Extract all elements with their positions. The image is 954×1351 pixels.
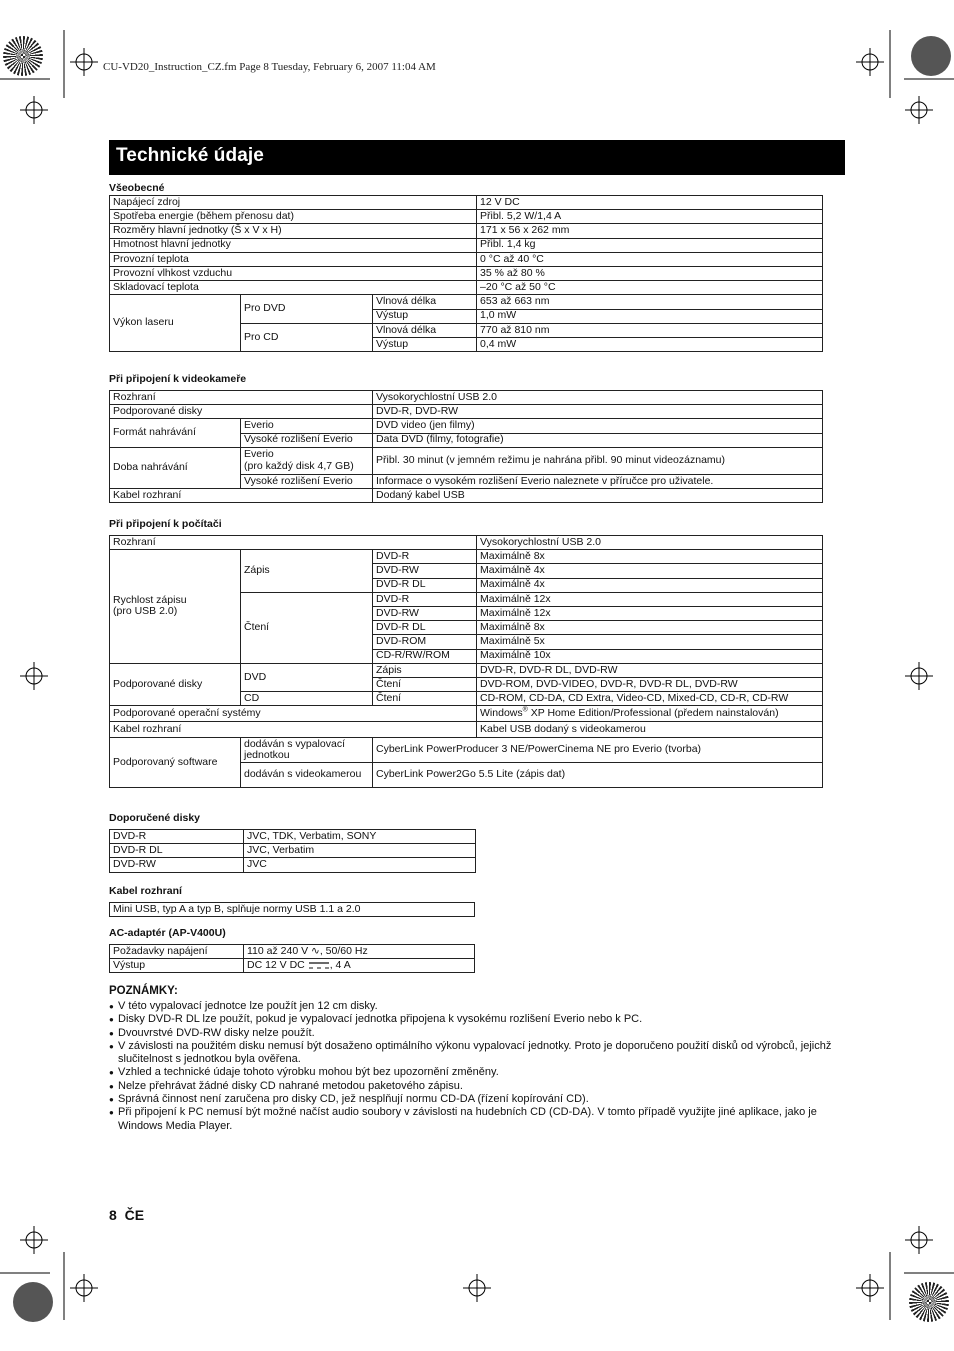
- list-item: [109, 1027, 849, 1040]
- table-row: [110, 738, 823, 763]
- spec-label: Doba nahrávání: [110, 447, 241, 488]
- note-text: Vzhled a technické údaje tohoto výrobku mohou být bez upozornění změněny.: [118, 1066, 499, 1079]
- spec-label: Skladovací teplota: [110, 281, 477, 295]
- table-row: [110, 238, 823, 252]
- list-item: [109, 1000, 849, 1013]
- spec-value: DVD-ROM, DVD-VIDEO, DVD-R, DVD-R DL, DVD-RW: [477, 677, 823, 691]
- os-name: Windows: [480, 706, 523, 719]
- spec-value: DVD-R, DVD-RW: [373, 405, 823, 419]
- spec-sublabel: CD: [241, 692, 373, 706]
- spec-label: Požadavky napájení: [110, 945, 244, 959]
- dc-voltage: DC 12 V DC: [247, 959, 308, 971]
- spec-sublabel: Čtení: [373, 692, 477, 706]
- page-number-value: 8: [109, 1207, 117, 1223]
- cable-table: [109, 902, 475, 917]
- spec-sublabel: Zápis: [241, 550, 373, 593]
- notes-list: [109, 1000, 849, 1133]
- general-spec-table: [109, 195, 823, 352]
- spec-label: Provozní teplota: [110, 252, 477, 266]
- table-row: [110, 550, 823, 564]
- section-heading-camera: Při připojení k videokameře: [109, 373, 247, 385]
- spec-value: 12 V DC: [477, 196, 823, 210]
- disc-type: DVD-R DL: [373, 578, 477, 592]
- spec-value: Přibl. 30 minut (v jemném režimu je nahrána přibl. 90 minut videozáznamu): [373, 447, 823, 474]
- disc-type: DVD-R DL: [110, 844, 244, 858]
- list-item: [109, 1066, 849, 1079]
- bullet-icon: ●: [109, 1095, 114, 1105]
- disc-type: DVD-R: [373, 592, 477, 606]
- spec-value: CD-ROM, CD-DA, CD Extra, Video-CD, Mixed-CD, CD-R, CD-RW: [477, 692, 823, 706]
- disc-type: DVD-R: [373, 550, 477, 564]
- table-row: [110, 858, 476, 872]
- spec-sublabel-line: (pro každý disk 4,7 GB): [244, 459, 354, 472]
- bullet-icon: ●: [109, 1108, 114, 1118]
- spec-sublabel: Vlnová délka: [373, 323, 477, 337]
- spec-sublabel: Zápis: [373, 663, 477, 677]
- dc-symbol-icon: [308, 961, 330, 970]
- spec-sublabel-line: Everio: [244, 448, 274, 461]
- spec-label-line: (pro USB 2.0): [113, 605, 178, 618]
- spec-sublabel: Vysoké rozlišení Everio: [241, 433, 373, 447]
- spec-value: Vysokorychlostní USB 2.0: [477, 536, 823, 550]
- spec-value: Kabel USB dodaný s videokamerou: [477, 722, 823, 738]
- spec-value: [244, 945, 475, 959]
- spec-sublabel: Pro DVD: [241, 295, 373, 323]
- spec-value: [244, 959, 475, 973]
- spec-label: Výstup: [110, 959, 244, 973]
- spec-value: –20 °C až 50 °C: [477, 281, 823, 295]
- disc-brands: JVC, TDK, Verbatim, SONY: [244, 830, 476, 844]
- spec-label: Podporované operační systémy: [110, 706, 477, 722]
- spec-label: Rozměry hlavní jednotky (Š x V x H): [110, 224, 477, 238]
- spec-sublabel: Pro CD: [241, 323, 373, 351]
- voltage-range: 110 až 240 V: [247, 944, 312, 957]
- dc-current: , 4 A: [329, 959, 351, 971]
- list-item: [109, 1080, 849, 1093]
- spec-sublabel: Výstup: [373, 309, 477, 323]
- table-row: [110, 210, 823, 224]
- spec-value: 171 x 56 x 262 mm: [477, 224, 823, 238]
- spec-value: CyberLink Power2Go 5.5 Lite (zápis dat): [373, 763, 823, 788]
- spec-value: DVD video (jen filmy): [373, 419, 823, 433]
- spec-label: Rozhraní: [110, 536, 477, 550]
- adapter-table: [109, 944, 475, 973]
- spec-value: Informace o vysokém rozlišení Everio naleznete v příručce pro uživatele.: [373, 474, 823, 488]
- registered-mark: ®: [522, 706, 528, 714]
- spec-value: CyberLink PowerProducer 3 NE/PowerCinema NE pro Everio (tvorba): [373, 738, 823, 763]
- bullet-icon: ●: [109, 1081, 114, 1091]
- spec-label: Hmotnost hlavní jednotky: [110, 238, 477, 252]
- section-heading-adapter: AC-adaptér (AP-V400U): [109, 927, 226, 939]
- bullet-icon: ●: [109, 1028, 114, 1038]
- table-row: [110, 844, 476, 858]
- spec-label: Kabel rozhraní: [110, 722, 477, 738]
- disc-type: DVD-ROM: [373, 635, 477, 649]
- spec-value: Maximálně 10x: [477, 649, 823, 663]
- table-row: [110, 281, 823, 295]
- spec-value: Vysokorychlostní USB 2.0: [373, 391, 823, 405]
- spec-value: Data DVD (filmy, fotografie): [373, 433, 823, 447]
- table-row: [110, 419, 823, 433]
- list-item: [109, 1013, 849, 1026]
- table-row: [110, 959, 475, 973]
- spec-sublabel: Čtení: [373, 677, 477, 691]
- spec-value: [477, 706, 823, 722]
- table-row: [110, 266, 823, 280]
- spec-value: 1,0 mW: [477, 309, 823, 323]
- notes-heading: POZNÁMKY:: [109, 985, 178, 997]
- note-text: Správná činnost není zaručena pro disky CD, jež nesplňují normu CD-DA (řízení kopírování CD).: [118, 1093, 589, 1106]
- disc-brands: JVC: [244, 858, 476, 872]
- table-row: [110, 488, 823, 502]
- file-header-line: CU-VD20_Instruction_CZ.fm Page 8 Tuesday, February 6, 2007 11:04 AM: [103, 61, 436, 73]
- spec-label: Provozní vlhkost vzduchu: [110, 266, 477, 280]
- spec-label: Kabel rozhraní: [110, 488, 373, 502]
- table-row: [110, 447, 823, 474]
- spec-label: Formát nahrávání: [110, 419, 241, 447]
- table-row: [110, 722, 823, 738]
- table-row: [110, 663, 823, 677]
- spec-label: [110, 550, 241, 664]
- os-edition: XP Home Edition/Professional (předem nainstalován): [527, 706, 779, 719]
- spec-value: Maximálně 4x: [477, 564, 823, 578]
- spec-sublabel: Vysoké rozlišení Everio: [241, 474, 373, 488]
- section-heading-recommended: Doporučené disky: [109, 812, 201, 824]
- table-row: [110, 830, 476, 844]
- note-text: V závislosti na použitém disku nemusí být dosaženo optimálního výkonu vypalovací jednotky. Proto je doporučeno použití disků od výrobců, jejichž slučitelnost s jednotkou byla ověřena.: [118, 1039, 832, 1066]
- note-text: Disky DVD-R DL lze použít, pokud je vypalovací jednotka připojena k vysokému rozlišení Everio nebo k PC.: [118, 1013, 643, 1026]
- disc-type: DVD-R DL: [373, 621, 477, 635]
- spec-label-line: Rychlost zápisu: [113, 593, 187, 606]
- bullet-icon: ●: [109, 1015, 114, 1025]
- spec-label: Napájecí zdroj: [110, 196, 477, 210]
- table-row: [110, 196, 823, 210]
- spec-sublabel: Vlnová délka: [373, 295, 477, 309]
- bullet-icon: ●: [109, 1002, 114, 1011]
- list-item: [109, 1040, 849, 1067]
- spec-sublabel: dodáván s videokamerou: [241, 763, 373, 788]
- spec-value: Přibl. 1,4 kg: [477, 238, 823, 252]
- disc-type: CD-R/RW/ROM: [373, 649, 477, 663]
- spec-label: Výkon laseru: [110, 295, 241, 352]
- list-item: [109, 1093, 849, 1106]
- table-row: [110, 945, 475, 959]
- spec-label: Rozhraní: [110, 391, 373, 405]
- spec-sublabel: Everio: [241, 419, 373, 433]
- page-title: Technické údaje: [116, 145, 264, 166]
- spec-label: Podporované disky: [110, 405, 373, 419]
- spec-value: 0 °C až 40 °C: [477, 252, 823, 266]
- table-row: [110, 903, 475, 917]
- spec-value: 0,4 mW: [477, 337, 823, 351]
- spec-value: Dodaný kabel USB: [373, 488, 823, 502]
- spec-value: Maximálně 12x: [477, 592, 823, 606]
- table-row: [110, 295, 823, 309]
- disc-type: DVD-RW: [110, 858, 244, 872]
- bullet-icon: ●: [109, 1041, 114, 1051]
- disc-type: DVD-R: [110, 830, 244, 844]
- note-text: Nelze přehrávat žádné disky CD nahrané metodou paketového zápisu.: [118, 1079, 463, 1092]
- note-text: V této vypalovací jednotce lze použít jen 12 cm disky.: [118, 1000, 378, 1012]
- table-row: [110, 405, 823, 419]
- spec-sublabel: [241, 447, 373, 474]
- section-heading-general: Všeobecné: [109, 182, 165, 194]
- spec-label: Podporovaný software: [110, 738, 241, 788]
- bullet-icon: ●: [109, 1068, 114, 1078]
- spec-value: 653 až 663 nm: [477, 295, 823, 309]
- list-item: [109, 1106, 849, 1133]
- spec-value: Přibl. 5,2 W/1,4 A: [477, 210, 823, 224]
- spec-sublabel: Výstup: [373, 337, 477, 351]
- table-row: [110, 706, 823, 722]
- spec-label: Spotřeba energie (během přenosu dat): [110, 210, 477, 224]
- table-row: [110, 224, 823, 238]
- spec-value: Maximálně 8x: [477, 621, 823, 635]
- spec-value: Maximálně 4x: [477, 578, 823, 592]
- cable-spec: Mini USB, typ A a typ B, splňuje normy USB 1.1 a 2.0: [110, 903, 475, 917]
- table-row: [110, 536, 823, 550]
- language-code: ČE: [124, 1207, 145, 1223]
- disc-type: DVD-RW: [373, 606, 477, 620]
- spec-label: Podporované disky: [110, 663, 241, 706]
- section-heading-pc: Při připojení k počítači: [109, 518, 222, 530]
- spec-sublabel: Čtení: [241, 592, 373, 663]
- spec-value: Maximálně 8x: [477, 550, 823, 564]
- section-heading-cable: Kabel rozhraní: [109, 885, 182, 897]
- recommended-discs-table: [109, 829, 476, 873]
- spec-sublabel: dodáván s vypalovací jednotkou: [241, 738, 373, 763]
- ac-symbol-icon: ∿: [311, 944, 320, 957]
- spec-value: 35 % až 80 %: [477, 266, 823, 280]
- spec-sublabel: DVD: [241, 663, 373, 691]
- page-title-bar: [109, 140, 845, 175]
- camera-spec-table: [109, 390, 823, 503]
- page-number: [109, 1207, 144, 1223]
- pc-spec-table: [109, 535, 823, 788]
- disc-type: DVD-RW: [373, 564, 477, 578]
- table-row: [110, 252, 823, 266]
- disc-brands: JVC, Verbatim: [244, 844, 476, 858]
- spec-value: Maximálně 5x: [477, 635, 823, 649]
- frequency: , 50/60 Hz: [319, 944, 368, 957]
- table-row: [110, 391, 823, 405]
- spec-value: Maximálně 12x: [477, 606, 823, 620]
- note-text: Při připojení k PC nemusí být možné načíst audio soubory v závislosti na hudebních CD (CD-DA). V tomto případě využijte jiné aplikace, jako je Windows Media Player.: [118, 1106, 817, 1132]
- spec-value: 770 až 810 nm: [477, 323, 823, 337]
- note-text: Dvouvrstvé DVD-RW disky nelze použít.: [118, 1026, 315, 1039]
- spec-value: DVD-R, DVD-R DL, DVD-RW: [477, 663, 823, 677]
